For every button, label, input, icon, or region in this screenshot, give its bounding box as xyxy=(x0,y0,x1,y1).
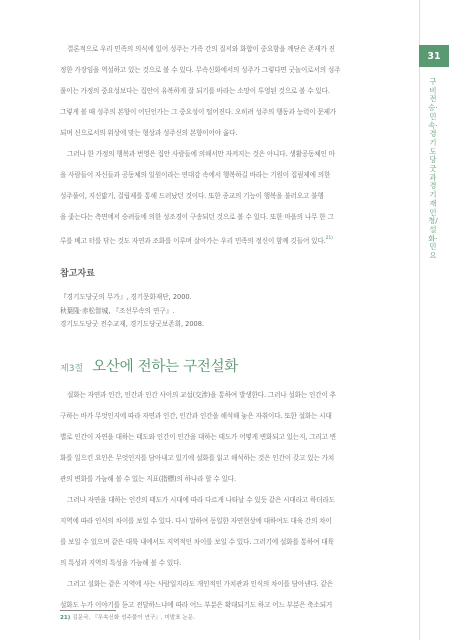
text-line: 설화는 자연과 인간, 인간과 인간 사이의 교섭(交涉)을 통하여 발생한다. 그러나 설화는 인간이 추 xyxy=(67,391,336,399)
section-heading xyxy=(60,355,238,376)
text-line: 그러고 설화는 같은 지역에 사는 사람일지라도 개인적인 가치관과 인식의 차이를 담아낸다. 같은 xyxy=(67,580,333,588)
references-heading: 참고자료 xyxy=(60,269,95,279)
chapter-side-label: 구비전승·민속·경기도당굿과경기재인청/설화·민요 xyxy=(428,77,438,261)
text-line: 구하는 바가 무엇인지에 따라 자연과 인간, 인간과 인간을 해석해 놓은 자취이다. 또한 설화는 시대 xyxy=(60,412,332,420)
side-rule xyxy=(419,0,420,640)
text-line: 화를 일으킨 요인은 무엇인지를 담아내고 있기에 설화를 읽고 해석하는 것은 인간이 갖고 있는 가치 xyxy=(60,454,335,462)
text-line: 의 특성과 지역의 특성을 가늠해 볼 수 있다. xyxy=(60,559,182,567)
text-line: 루를 베고 터를 닦는 것도 자연과 조화를 이루며 살아가는 우리 민족의 정신이 함께 깃들어 있다.$^{21)}$ xyxy=(60,236,333,245)
text-line: 을 좇는다는 측면에서 승려들에 의한 성조경이 구송되던 것으로 볼 수 있다. 또한 마을의 나무 한 그 xyxy=(60,213,334,221)
page-number-tab: 31 xyxy=(419,45,449,67)
text-line: 결론적으로 우리 민족의 의식에 있어 성주는 가족 간의 질서와 화합이 중요함을 깨닫은 존재가 진 xyxy=(67,45,335,53)
section-number: 제3절 xyxy=(60,364,84,374)
text-line: 를 보일 수 있으며 같은 대륙 내에서도 지역적인 차이를 보일 수 있다. 그러기에 설화를 통하여 대륙 xyxy=(60,538,334,546)
text-line: 그러나 한 가정의 행복과 번영은 집안 사람들에 의해서만 자켜지는 것은 아니다. 생활공동체인 마 xyxy=(67,150,335,158)
section-title: 오산에 전하는 구전설화 xyxy=(92,359,238,375)
text-line: 되며 신으로서의 위상에 맞는 형상과 성주신의 본향이어야 옳다. xyxy=(60,129,238,137)
text-line: 지역에 따라 인식의 차이를 보일 수 있다. 다시 말하여 동일한 자연현상에 대하여도 대육 간의 차이 xyxy=(60,517,332,525)
reference-item: 『경기도당굿의 무가』, 경기문화재단, 2000. xyxy=(60,293,192,301)
text-line: 정한 가장임을 역설하고 있는 것으로 볼 수 있다. 무속신화에서의 성주가 그렇다면 굿놀이로서의 성주 xyxy=(60,66,341,74)
text-line: 관의 변화를 가늠해 볼 수 있는 지표(指標)의 하나라 할 수 있다. xyxy=(60,475,236,483)
references-list xyxy=(60,291,204,332)
footnote-mark: 21) xyxy=(60,615,71,621)
body-paragraph-2 xyxy=(60,385,409,616)
text-line: 을 사람들이 자신들과 공동체의 일원이라는 연대감 속에서 행복하길 바라는 기원이 집림제에 의한 xyxy=(60,171,331,179)
footnote-reference: 21) xyxy=(325,236,333,241)
footnote-text: 김문국, 『무속신화 성주풀이 연구』, 미발표 논문. xyxy=(72,615,196,621)
text-line: 풀이는 가정의 중요성보다는 집안이 유복하게 잘 되기를 바라는 소망이 투영된 것으로 볼 수 있다. xyxy=(60,87,330,95)
reference-item: 秋葉隆·赤松智城, 『조선무속의 연구』. xyxy=(60,306,175,315)
footnote xyxy=(60,613,195,621)
reference-item: 경기도도당굿 전수교재, 경기도당굿보존회, 2008. xyxy=(60,320,205,328)
text-line: 별로 인간이 자연을 대하는 태도와 인간이 인간을 대하는 태도가 어떻게 변화되고 있는지, 그리고 변 xyxy=(60,433,337,441)
text-line: 설화도 누가 이야기를 듣고 전달하느냐에 따라 어느 부분은 확대되기도 하고 어느 부분은 축소되거 xyxy=(60,601,333,609)
footnote-divider xyxy=(60,610,116,611)
text-line: 그러나 자연을 대하는 인간의 태도가 시대에 따라 다르게 나타날 수 있듯 같은 시대라고 하더라도 xyxy=(67,496,335,504)
text-line: 성주풀이, 지신밟기, 걸립제를 통해 드러났던 것이다. 또한 종교의 기능이 행복을 불러오고 불행 xyxy=(60,192,324,200)
body-paragraph-1 xyxy=(60,39,409,249)
text-line: 그렇게 볼 때 성주의 본향이 어딘인가는 그 중요성이 떨어진다. 오히려 성주의 행동과 능력이 문제가 xyxy=(60,108,337,116)
